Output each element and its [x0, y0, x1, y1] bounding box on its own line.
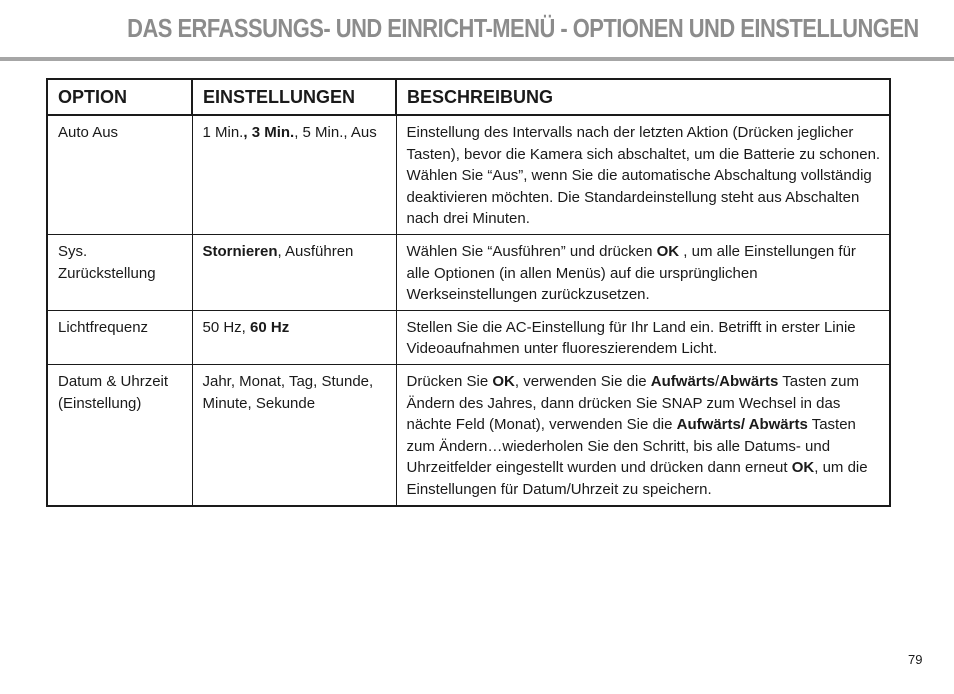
column-header-description: BESCHREIBUNG — [396, 79, 890, 115]
description-text: , verwenden Sie die — [514, 372, 651, 390]
description-key: Abwärts — [719, 372, 779, 390]
settings-cell — [192, 310, 396, 364]
description-text: Einstellung des Intervalls nach der letzten Aktion (Drücken jeglicher Tasten), bevor die Kamera sich abschaltet, um die Batterie zu schonen. Wählen Sie “Aus”, wenn Sie die automatische Abschaltung vollständig deaktivieren möchten. Die Standardeinstellung steht aus Abschalten nach drei Minuten. — [406, 124, 881, 228]
settings-cell — [192, 115, 396, 234]
description-cell — [396, 115, 890, 234]
description-key: Aufwärts — [650, 372, 715, 390]
table-row-system-reset — [47, 234, 890, 310]
table-row-light-frequency — [47, 310, 890, 364]
page-title: DAS ERFASSUNGS- UND EINRICHT-MENÜ - OPTIONEN UND EINSTELLUNGEN — [127, 15, 919, 43]
description-text: Tasten zum Ändern des Jahres, dann drücken Sie SNAP zum Wechsel in das nächte Feld (Monat), verwenden Sie die — [406, 372, 859, 434]
description-text: , um alle Einstellungen für alle Optionen (in allen Menüs) auf die ursprünglichen Werkseinstellungen zurückzusetzen. — [406, 242, 856, 304]
description-text: Wählen Sie “Ausführen” und drücken — [406, 242, 657, 260]
option-cell: Auto Aus — [47, 115, 192, 234]
settings-cell — [192, 364, 396, 505]
setting-value: 1 Min. — [202, 124, 244, 141]
description-cell — [396, 310, 890, 364]
setting-value: , Ausführen — [277, 242, 354, 260]
description-key: OK — [492, 372, 515, 390]
description-text: / — [714, 372, 720, 390]
option-cell: Datum & Uhrzeit (Einstellung) — [47, 364, 192, 505]
table-row-date-time — [47, 364, 890, 505]
table-row-auto-off — [47, 115, 890, 234]
setting-default: , 3 Min. — [243, 124, 295, 141]
description-text: , um die Einstellungen für Datum/Uhrzeit zu speichern. — [406, 459, 868, 498]
setting-value: , 5 Min., Aus — [294, 124, 377, 141]
description-text: Tasten zum Ändern…wiederholen Sie den Schritt, bis alle Datums- und Uhrzeitfelder eingestellt wurden und drücken dann erneut — [406, 416, 856, 477]
options-table — [46, 78, 891, 507]
setting-value: Jahr, Monat, Tag, Stunde, Minute, Sekunde — [202, 372, 374, 412]
description-cell — [396, 234, 890, 310]
table-header-row — [47, 79, 890, 115]
setting-value: 50 Hz, — [202, 318, 251, 336]
description-key: Aufwärts/ Abwärts — [676, 416, 808, 434]
setting-default: 60 Hz — [250, 318, 290, 336]
settings-cell — [192, 234, 396, 310]
column-header-option: OPTION — [47, 79, 192, 115]
option-cell: Sys. Zurückstellung — [47, 234, 192, 310]
description-cell — [396, 364, 890, 505]
setting-default: Stornieren — [202, 242, 278, 260]
column-header-settings: EINSTELLUNGEN — [192, 79, 396, 115]
page-number: 79 — [908, 652, 923, 667]
title-divider — [0, 57, 954, 61]
option-cell: Lichtfrequenz — [47, 310, 192, 364]
description-text: Drücken Sie — [406, 372, 493, 390]
description-text: Stellen Sie die AC-Einstellung für Ihr Land ein. Betrifft in erster Linie Videoaufnahmen unter fluoreszierendem Licht. — [406, 318, 856, 358]
description-key: OK — [656, 242, 680, 260]
description-key: OK — [791, 459, 815, 477]
